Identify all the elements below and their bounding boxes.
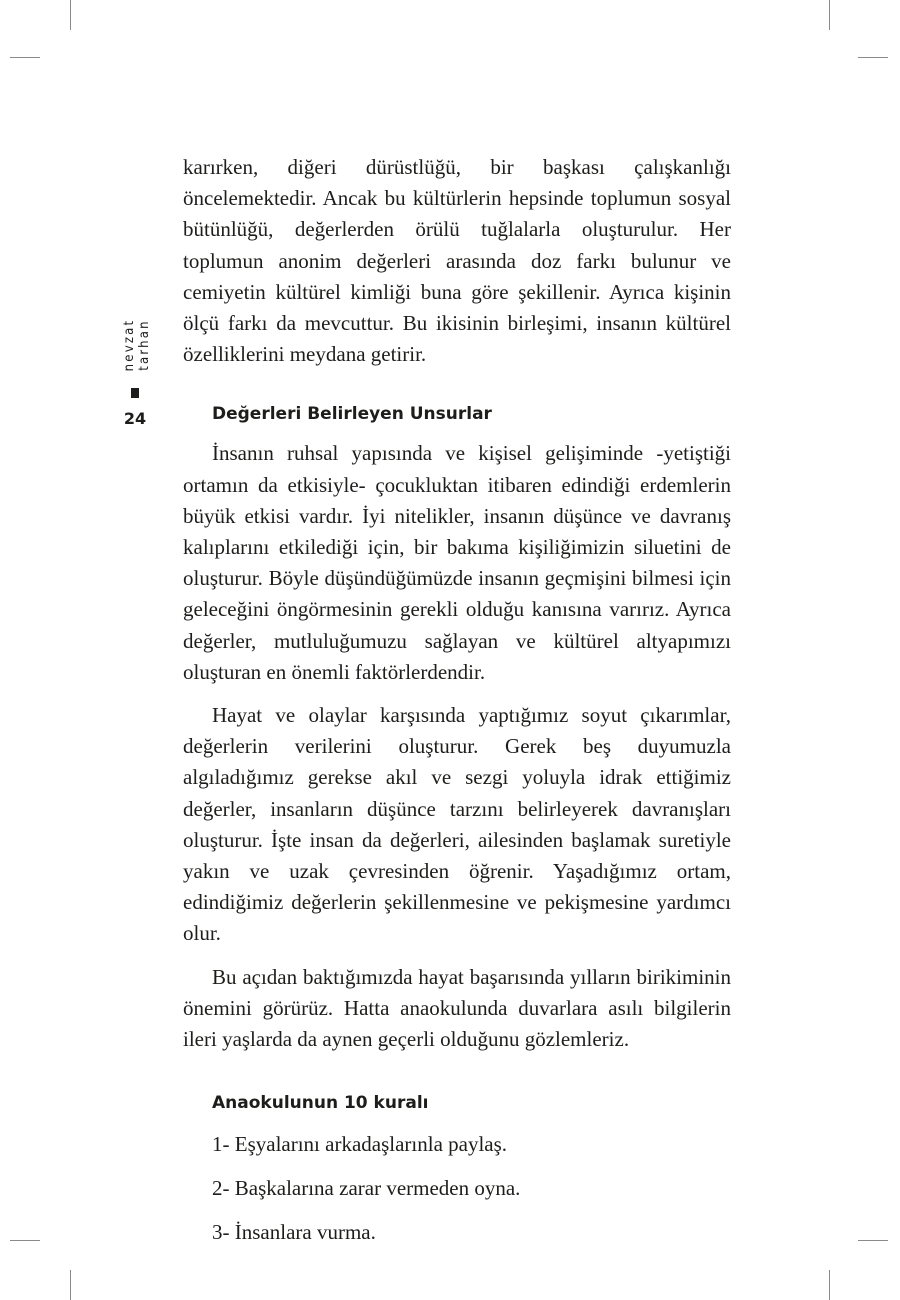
list-item: 2- Başkalarına zarar vermeden oyna. [212, 1176, 521, 1201]
rules-list [183, 1129, 731, 1248]
page-number: 24 [123, 409, 147, 428]
list-item: 3- İnsanlara vurma. [212, 1220, 376, 1245]
paragraph: Bu açıdan baktığımızda hayat başarısında yılların birikiminin önemini görürüz. Hatta anaokulunda duvarlara asılı bilgilerin ileri yaşlarda da aynen geçerli olduğunu gözlemleriz. [183, 964, 731, 1052]
crop-mark-left-top [10, 57, 40, 58]
crop-mark-bottom-right [829, 1270, 830, 1300]
paragraph: Hayat ve olaylar karşısında yaptığımız soyut çıkarımlar, değerlerin verilerini oluşturur. Gerek beş duyumuzla algıladığımız gerekse akıl ve sezgi yoluyla idrak ettiğimiz değerler, insanların düşünce tarzını belirleyerek davranışları oluşturur. İşte insan da değerleri, ailesinden başlamak suretiyle yakın ve uzak çevresinden öğrenir. Yaşadığımız ortam, edindiğimiz değerlerin şekillenmesine ve pekişmesine yardımcı olur. [183, 703, 731, 946]
crop-mark-right-bottom [858, 1240, 888, 1241]
crop-mark-right-top [858, 57, 888, 58]
running-header [118, 275, 158, 435]
list-heading: Anaokulunun 10 kuralı [212, 1093, 429, 1114]
section-heading: Değerleri Belirleyen Unsurlar [212, 404, 492, 425]
crop-mark-top-left [70, 0, 71, 30]
header-marker [131, 388, 139, 398]
paragraph: İnsanın ruhsal yapısında ve kişisel gelişiminde -yetiştiği ortamın da etkisiyle- çocukluktan itibaren edindiği erdemlerin büyük etkisi vardır. İyi nitelikler, insanın düşünce ve davranış kalıplarını etkilediği için, bir bakıma kişiliğimizin siluetini de oluşturur. Böyle düşündüğümüzde insanın geçmişini bilmesi için geleceğini öngörmesinin gerekli olduğu kanısına varırız. Ayrıca değerler, mutluluğumuzu sağlayan ve kültürel altyapımızı oluşturan en önemli faktörlerdendir. [183, 441, 731, 684]
crop-mark-top-right [829, 0, 830, 30]
author-name: nevzat tarhan [122, 318, 152, 372]
list-item: 1- Eşyalarını arkadaşlarınla paylaş. [212, 1132, 508, 1157]
crop-mark-bottom-left [70, 1270, 71, 1300]
crop-mark-left-bottom [10, 1240, 40, 1241]
page-body [183, 152, 731, 1261]
paragraph-intro: karırken, diğeri dürüstlüğü, bir başkası çalışkanlığı öncelemektedir. Ancak bu kültürlerin hepsinde toplumun sosyal bütünlüğü, değerlerden örülü tuğlalarla oluşturulur. Her toplumun anonim değerleri arasında doz farkı bulunur ve cemiyetin kültürel kimliği buna göre şekillenir. Ayrıca kişinin ölçü farkı da mevcuttur. Bu ikisinin birleşimi, insanın kültürel özelliklerini meydana getirir. [183, 155, 731, 367]
